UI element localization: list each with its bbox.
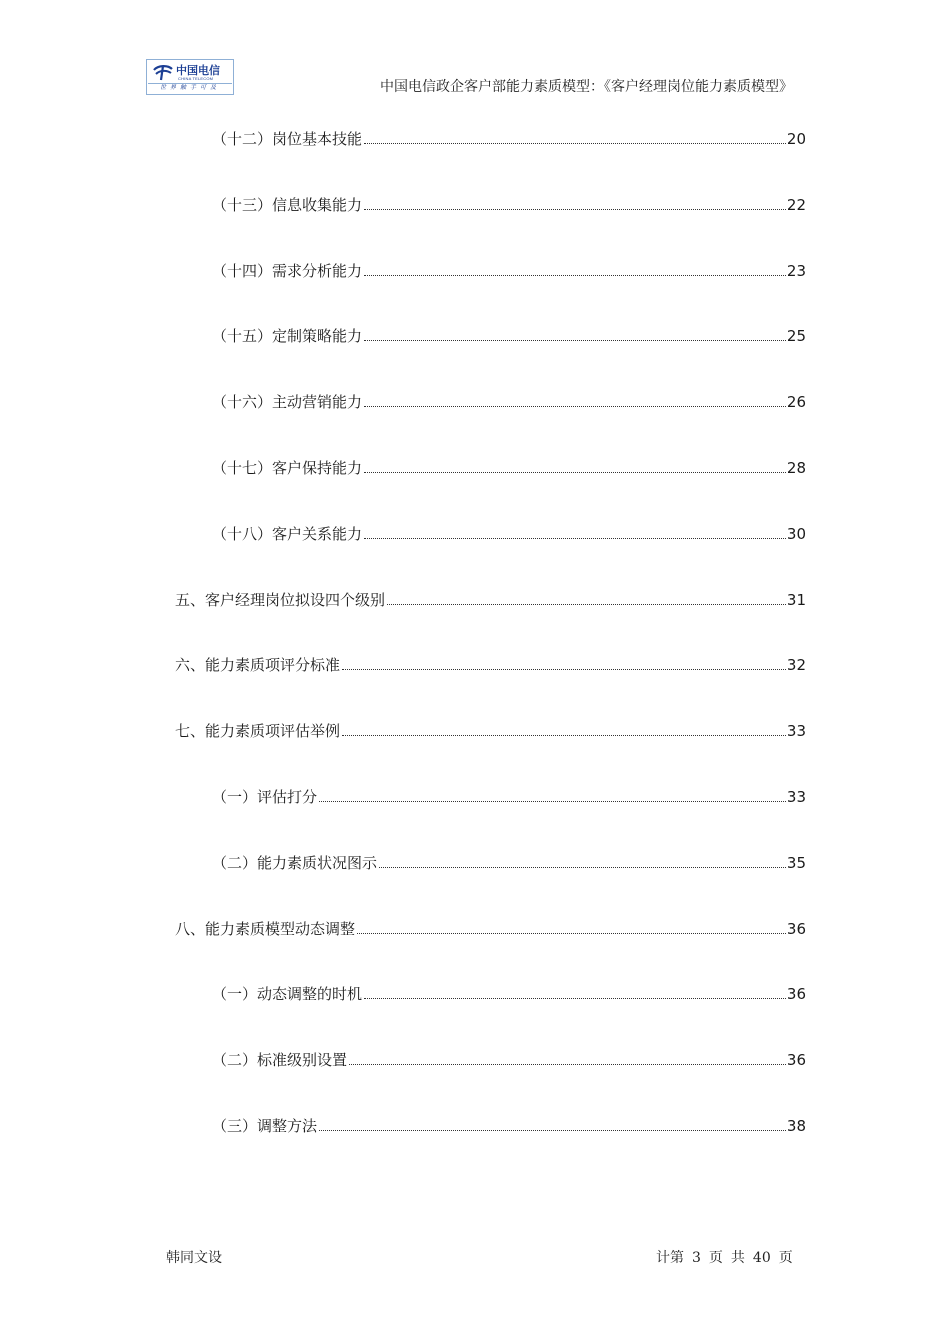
toc-entry[interactable] <box>212 983 806 1005</box>
toc-entry-page-number: 33 <box>786 788 806 806</box>
footer-page-counter <box>656 1247 793 1267</box>
toc-entry-page-number: 22 <box>786 196 806 214</box>
toc-dot-leader <box>357 932 786 934</box>
toc-entry-label: （十六）主动营销能力 <box>212 393 363 411</box>
toc-dot-leader <box>379 866 786 868</box>
toc-entry[interactable] <box>212 391 806 413</box>
toc-entry-label: （二）能力素质状况图示 <box>212 854 378 872</box>
document-header-title: 中国电信政企客户部能力素质模型：《客户经理岗位能力素质模型》 <box>380 79 793 95</box>
footer-author: 韩同文设 <box>166 1250 222 1266</box>
toc-entry-label: 五、客户经理岗位拟设四个级别 <box>175 591 386 609</box>
toc-entry[interactable] <box>212 1115 806 1137</box>
logo-slogan: 世界触手可及 <box>148 83 232 93</box>
toc-entry-page-number: 33 <box>786 722 806 740</box>
toc-entry-page-number: 38 <box>786 1117 806 1135</box>
toc-entry[interactable] <box>175 589 806 611</box>
toc-dot-leader <box>342 734 786 736</box>
toc-dot-leader <box>364 208 786 210</box>
toc-entry-page-number: 20 <box>786 130 806 148</box>
toc-dot-leader <box>364 405 786 407</box>
toc-entry-page-number: 26 <box>786 393 806 411</box>
toc-entry-label: （二）标准级别设置 <box>212 1051 348 1069</box>
toc-entry-page-number: 23 <box>786 262 806 280</box>
toc-dot-leader <box>349 1063 786 1065</box>
footer-current-page: 3 <box>692 1250 701 1266</box>
toc-dot-leader <box>364 142 786 144</box>
toc-entry-page-number: 32 <box>786 656 806 674</box>
china-telecom-logo <box>146 59 234 95</box>
toc-entry[interactable] <box>212 194 806 216</box>
toc-entry[interactable] <box>212 523 806 545</box>
page-header <box>0 0 950 105</box>
toc-entry-page-number: 36 <box>786 1051 806 1069</box>
toc-entry-page-number: 31 <box>786 591 806 609</box>
footer-total-word: 共 <box>730 1250 745 1266</box>
toc-entry-label: （十三）信息收集能力 <box>212 196 363 214</box>
toc-entry[interactable] <box>212 325 806 347</box>
toc-dot-leader <box>342 668 786 670</box>
footer-prefix: 计第 <box>656 1250 684 1266</box>
toc-dot-leader <box>364 537 786 539</box>
logo-english-text: CHINA TELECOM <box>178 76 214 81</box>
toc-entry-page-number: 30 <box>786 525 806 543</box>
toc-entry-label: （十二）岗位基本技能 <box>212 130 363 148</box>
toc-entry-label: 六、能力素质项评分标准 <box>175 656 341 674</box>
toc-entry[interactable] <box>212 128 806 150</box>
toc-dot-leader <box>364 274 786 276</box>
toc-entry-page-number: 28 <box>786 459 806 477</box>
toc-entry-label: 八、能力素质模型动态调整 <box>175 920 356 938</box>
toc-entry[interactable] <box>175 654 806 676</box>
toc-dot-leader <box>319 800 786 802</box>
toc-entry[interactable] <box>212 457 806 479</box>
toc-entry[interactable] <box>175 720 806 742</box>
toc-entry[interactable] <box>212 1049 806 1071</box>
toc-entry-label: （一）动态调整的时机 <box>212 985 363 1003</box>
toc-entry[interactable] <box>212 852 806 874</box>
toc-dot-leader <box>387 603 786 605</box>
toc-entry-page-number: 36 <box>786 920 806 938</box>
footer-page-word-2: 页 <box>778 1250 793 1266</box>
toc-entry-label: （三）调整方法 <box>212 1117 318 1135</box>
toc-entry-label: （十四）需求分析能力 <box>212 262 363 280</box>
toc-entry-page-number: 35 <box>786 854 806 872</box>
toc-entry-page-number: 36 <box>786 985 806 1003</box>
toc-entry[interactable] <box>175 918 806 940</box>
toc-dot-leader <box>364 339 786 341</box>
toc-entry-label: （十五）定制策略能力 <box>212 327 363 345</box>
toc-entry-label: 七、能力素质项评估举例 <box>175 722 341 740</box>
logo-chinese-text: 中国电信 <box>176 64 220 77</box>
footer-total-pages: 40 <box>752 1250 771 1266</box>
footer-page-word: 页 <box>708 1250 723 1266</box>
toc-entry-label: （一）评估打分 <box>212 788 318 806</box>
toc-entry[interactable] <box>212 260 806 282</box>
toc-entry[interactable] <box>212 786 806 808</box>
telecom-swirl-icon <box>152 63 174 81</box>
toc-entry-label: （十七）客户保持能力 <box>212 459 363 477</box>
toc-dot-leader <box>319 1129 786 1131</box>
toc-entry-page-number: 25 <box>786 327 806 345</box>
toc-entry-label: （十八）客户关系能力 <box>212 525 363 543</box>
toc-dot-leader <box>364 471 786 473</box>
toc-dot-leader <box>364 997 786 999</box>
